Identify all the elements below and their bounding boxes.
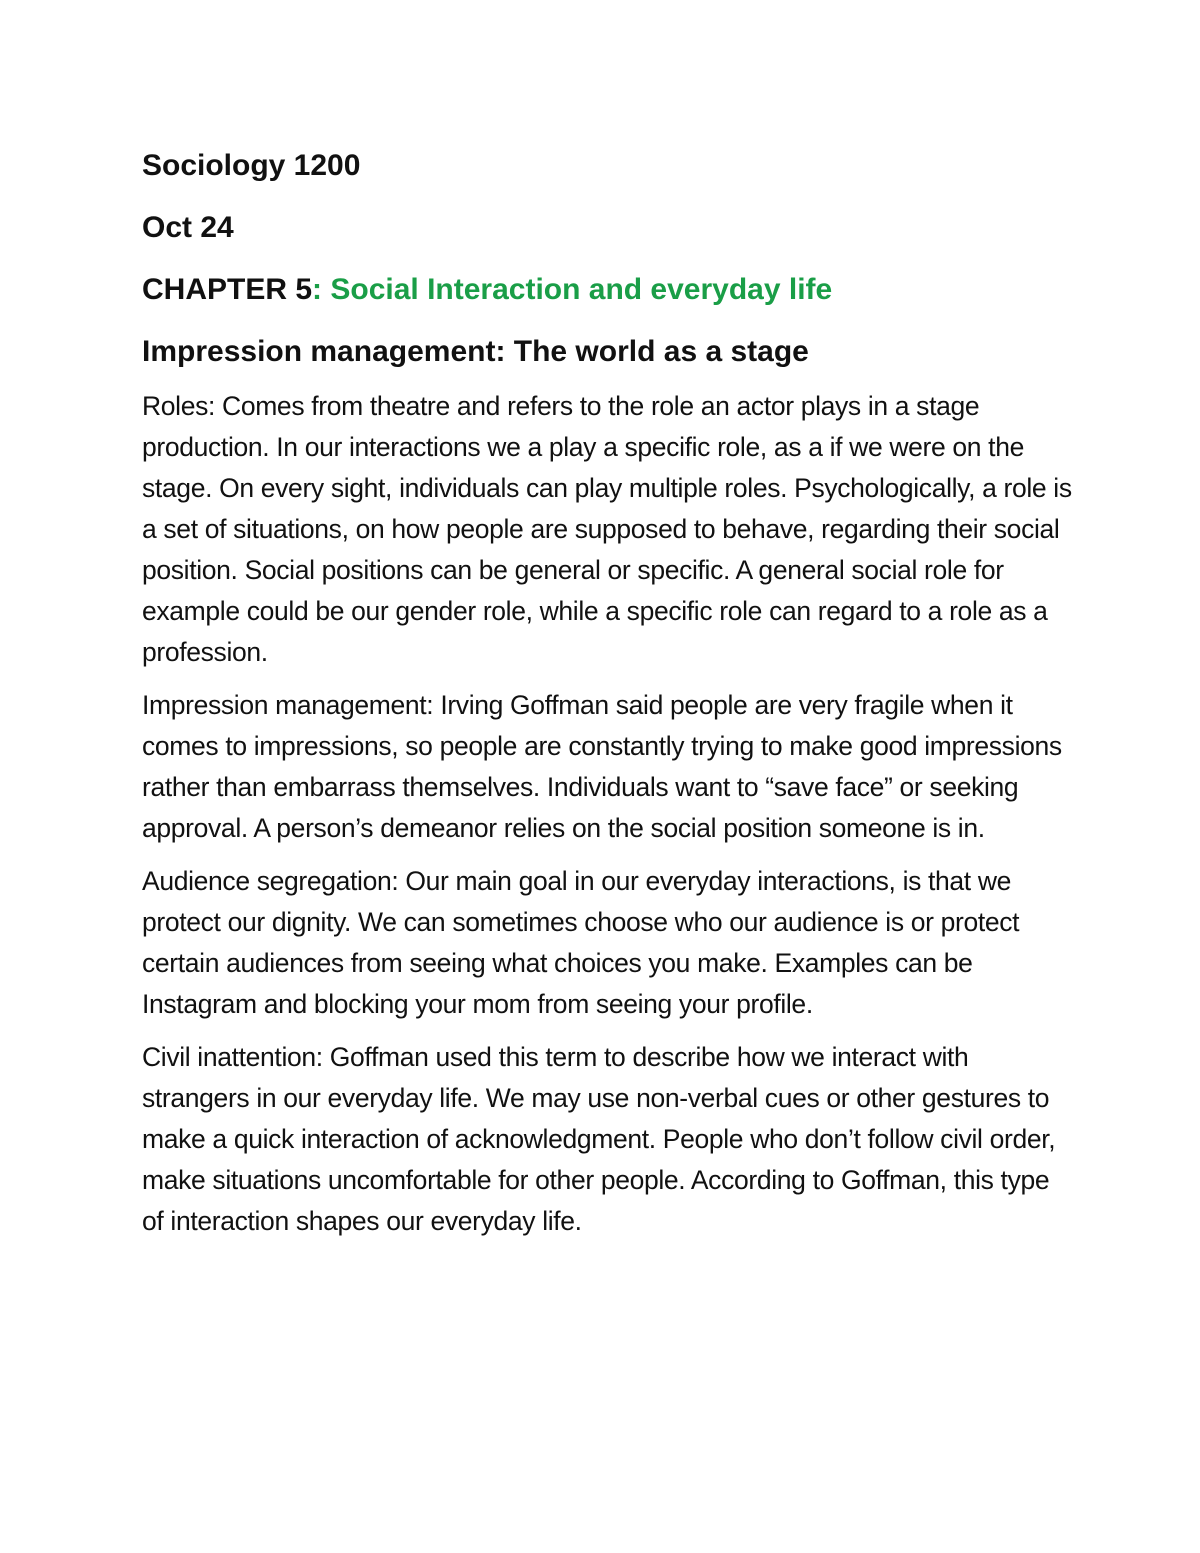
chapter-separator: :: [312, 273, 331, 306]
paragraph-impression-management: Impression management: Irving Goffman said people are very fragile when it comes to impressions, so people are constantly trying to make good impressions rather than embarrass themselves. Individuals want to “save face” or seeking approval. A person’s demeanor relies on the social position someone is in.: [142, 690, 1062, 843]
paragraph-audience-segregation: Audience segregation: Our main goal in our everyday interactions, is that we protect our dignity. We can sometimes choose who our audience is or protect certain audiences from seeing what choices you make. Examples can be Instagram and blocking your mom from seeing your profile.: [142, 866, 1020, 1019]
section-heading: Impression management: The world as a stage: [142, 335, 809, 368]
chapter-heading: [142, 264, 1072, 316]
paragraph-civil-inattention: Civil inattention: Goffman used this term to describe how we interact with strangers in our everyday life. We may use non-verbal cues or other gestures to make a quick interaction of acknowledgment. People who don’t follow civil order, make situations uncomfortable for other people. According to Goffman, this type of interaction shapes our everyday life.: [142, 1042, 1056, 1236]
chapter-label: CHAPTER 5: [142, 273, 313, 306]
chapter-title: Social Interaction and everyday life: [330, 273, 833, 306]
paragraph-roles: Roles: Comes from theatre and refers to the role an actor plays in a stage production. In our interactions we a play a specific role, as a if we were on the stage. On every sight, individuals can play multiple roles. Psychologically, a role is a set of situations, on how people are supposed to behave, regarding their social position. Social positions can be general or specific. A general social role for example could be our gender role, while a specific role can regard to a role as a profession.: [142, 391, 1072, 667]
lecture-date: Oct 24: [142, 211, 234, 244]
document-page: [142, 140, 1072, 1254]
course-title: Sociology 1200: [142, 149, 361, 182]
